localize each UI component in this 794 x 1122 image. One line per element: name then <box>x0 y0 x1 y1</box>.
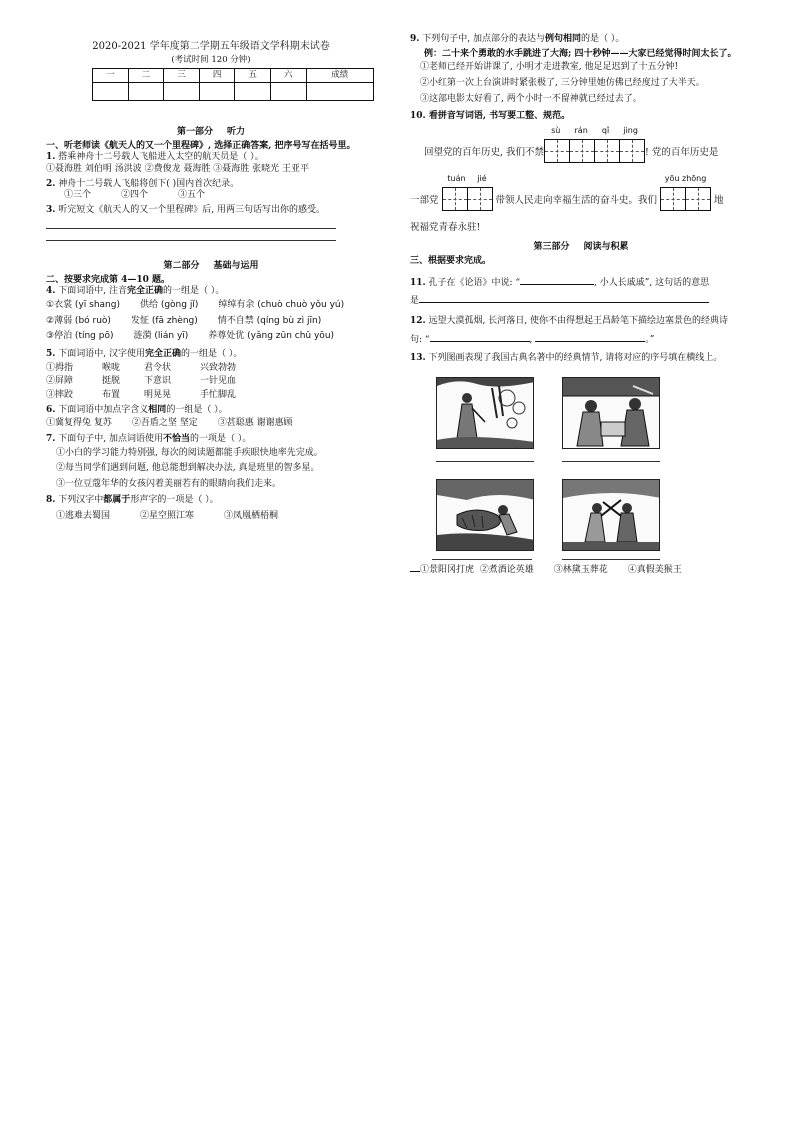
score-header-cell: 二 <box>128 69 164 83</box>
part3-heading: 第三部分 阅读与积累 <box>533 242 629 253</box>
q5-option-1: ①拇指 喉咙 君令状 兴致勃勃 <box>46 362 237 373</box>
pinyin-hint: sù rán qǐ jìng <box>551 126 638 136</box>
answer-line[interactable] <box>46 219 336 229</box>
writing-grid-youzhong[interactable] <box>660 174 711 215</box>
q9-example: 例：二十来个勇敢的水手跳进了大海; 四十秒钟——大家已经觉得时间太长了。 <box>424 48 737 59</box>
score-cell[interactable] <box>164 83 200 101</box>
q10-line-3: 祝福党青春永驻! <box>410 221 481 233</box>
question-3: 3. 听完短文《航天人的又一个里程碑》后, 用两三句话写出你的感受。 <box>46 205 326 216</box>
illustration-tiger-fight <box>436 479 534 551</box>
q5-option-2: ②屏障 挺脱 下意识 一针见血 <box>46 376 237 387</box>
part1-heading: 第一部分 听力 <box>176 127 246 138</box>
answer-blank[interactable] <box>535 333 645 342</box>
score-cell[interactable] <box>270 83 306 101</box>
question-7: 7. 下面句子中, 加点词语使用不恰当的一项是（ ）。 <box>46 434 252 445</box>
score-header-cell: 一 <box>93 69 129 83</box>
q9-option-2: ②小红第一次上台演讲时紧张极了, 三分钟里她仿佛已经度过了大半天。 <box>420 78 705 89</box>
q10-line-2: 一部党 tuán jié 带领人民走向幸福生活的奋斗史。我们 yōu zhōng 地 <box>410 187 752 215</box>
question-11: 11. 孔子在《论语》中说: “ , 小人长戚戚”, 这句话的意思 <box>410 277 710 288</box>
part2-heading: 第二部分 基础与运用 <box>163 260 259 271</box>
q9-option-1: ①老师已经开始讲课了, 小明才走进教室, 他足足迟到了十五分钟! <box>420 62 679 73</box>
score-header-cell: 六 <box>270 69 306 83</box>
score-header-cell: 四 <box>199 69 235 83</box>
question-8: 8. 下列汉字中都属于形声字的一项是（ ）。 <box>46 494 219 505</box>
question-1: 1. 搭乘神舟十二号载人飞船进入太空的航天员是（ ）。 <box>46 152 264 163</box>
answer-blank[interactable] <box>430 333 530 342</box>
question-13: 13. 下列图画表现了我国古典名著中的经典情节, 请将对应的序号填在横线上。 <box>410 353 723 364</box>
score-table <box>92 68 374 101</box>
q7-option-2: ②每当同学们遇到问题, 他总能想到解决办法, 真是班里的智多星。 <box>56 463 320 474</box>
question-12: 12. 远望大漠孤烟, 长河落日, 使你不由得想起王昌龄笔下描绘边塞景色的经典诗 <box>410 315 728 326</box>
question-4: 4. 下面词语中, 注音完全正确的一组是（ ）。 <box>46 286 225 297</box>
exam-title: 2020-2021 学年度第二学期五年级语文学科期末试卷 <box>92 41 330 52</box>
question-5: 5. 下面词语中, 汉字使用完全正确的一组是（ ）。 <box>46 348 243 359</box>
q4-option-1: ①衣裳 (yī shang) 供给 (gòng jǐ) 绰绰有余 (chuò chuò yǒu yú) <box>46 299 345 310</box>
q6-options: ①冀复得兔 复苏 ②吾盾之坚 坚定 ③甚聪惠 谢谢惠顾 <box>46 418 293 429</box>
question-6: 6. 下面词语中加点字含义相同的一组是（ ）。 <box>46 404 228 415</box>
question-9: 9. 下列句子中, 加点部分的表达与例句相同的是（ ）。 <box>410 34 625 44</box>
picture-grid <box>410 369 752 569</box>
score-header-cell: 三 <box>164 69 200 83</box>
score-cell[interactable] <box>199 83 235 101</box>
q5-option-3: ③摔跤 布置 明晃晃 手忙脚乱 <box>46 390 237 401</box>
question-1-options: ①聂海胜 刘伯明 汤洪波 ②费俊龙 聂海胜 ③聂海胜 张晓光 王亚平 <box>46 164 310 175</box>
score-header-cell: 成绩 <box>306 69 373 83</box>
q7-option-1: ①小白的学习能力特别强, 每次的阅读题都能手疾眼快地率先完成。 <box>56 447 323 458</box>
q13-options: ①景阳冈打虎 ②煮酒论英雄 ③林黛玉葬花 ④真假美猴王 <box>410 563 752 577</box>
illustration-monkey-kings <box>562 479 660 551</box>
section-2-instructions: 二、按要求完成第 4—10 题。 <box>46 274 171 285</box>
answer-blank[interactable] <box>436 461 534 462</box>
answer-line[interactable] <box>46 231 336 241</box>
q8-options: ①逃难去蜀国 ②星空照江寒 ③凤凰栖梧桐 <box>56 510 279 521</box>
writing-grid-surangiqing[interactable] <box>544 126 645 167</box>
score-cell[interactable] <box>306 83 373 101</box>
question-2-options: ①三个 ②四个 ③五个 <box>64 190 206 201</box>
answer-blank[interactable] <box>562 559 660 560</box>
illustration-two-men-drinking <box>562 377 660 449</box>
pinyin-hint: tuán jié <box>447 174 487 184</box>
left-column <box>46 34 376 522</box>
question-12-blanks: 句: “ , 。” <box>410 334 655 345</box>
answer-blank[interactable] <box>520 276 594 285</box>
pinyin-hint: yōu zhōng <box>664 174 707 184</box>
q4-option-3: ③停泊 (tíng pō) 涟漪 (lián yī) 养尊处优 (yǎng zūn chǔ yōu) <box>46 331 335 342</box>
answer-blank[interactable] <box>562 461 660 462</box>
answer-blank[interactable] <box>419 294 709 303</box>
question-10: 10. 看拼音写词语, 书写要工整、规范。 <box>410 111 571 122</box>
writing-grid-tuanjie[interactable] <box>442 174 493 215</box>
section-3-instructions: 三、根据要求完成。 <box>410 255 492 266</box>
q4-option-2: ②薄弱 (bó ruò) 发怔 (fā zhèng) 情不自禁 (qíng bù zì jīn) <box>46 315 322 326</box>
question-11-meaning: 是 <box>410 294 752 308</box>
question-2: 2. 神舟十二号载人飞船将创下( )国内首次纪录。 <box>46 178 240 189</box>
exam-time: (考试时间 120 分钟) <box>171 55 251 65</box>
section-1-instructions: 一、听老师读《航天人的又一个里程碑》, 选择正确答案, 把序号写在括号里。 <box>46 140 356 151</box>
illustration-woman-flowers <box>436 377 534 449</box>
right-column <box>410 34 752 577</box>
q9-option-3: ③这部电影太好看了, 两个小时一不留神就已经过去了。 <box>420 93 642 104</box>
score-cell[interactable] <box>235 83 271 101</box>
q10-line-1: 回望党的百年历史, 我们不禁 sù rán qǐ jìng ! 党的百年历史是 <box>410 139 752 167</box>
score-cell[interactable] <box>128 83 164 101</box>
score-cell[interactable] <box>93 83 129 101</box>
score-header-cell: 五 <box>235 69 271 83</box>
answer-blank[interactable] <box>432 559 532 560</box>
q7-option-3: ③一位豆蔻年华的女孩闪着美丽若有的眼睛向我们走来。 <box>56 479 282 490</box>
